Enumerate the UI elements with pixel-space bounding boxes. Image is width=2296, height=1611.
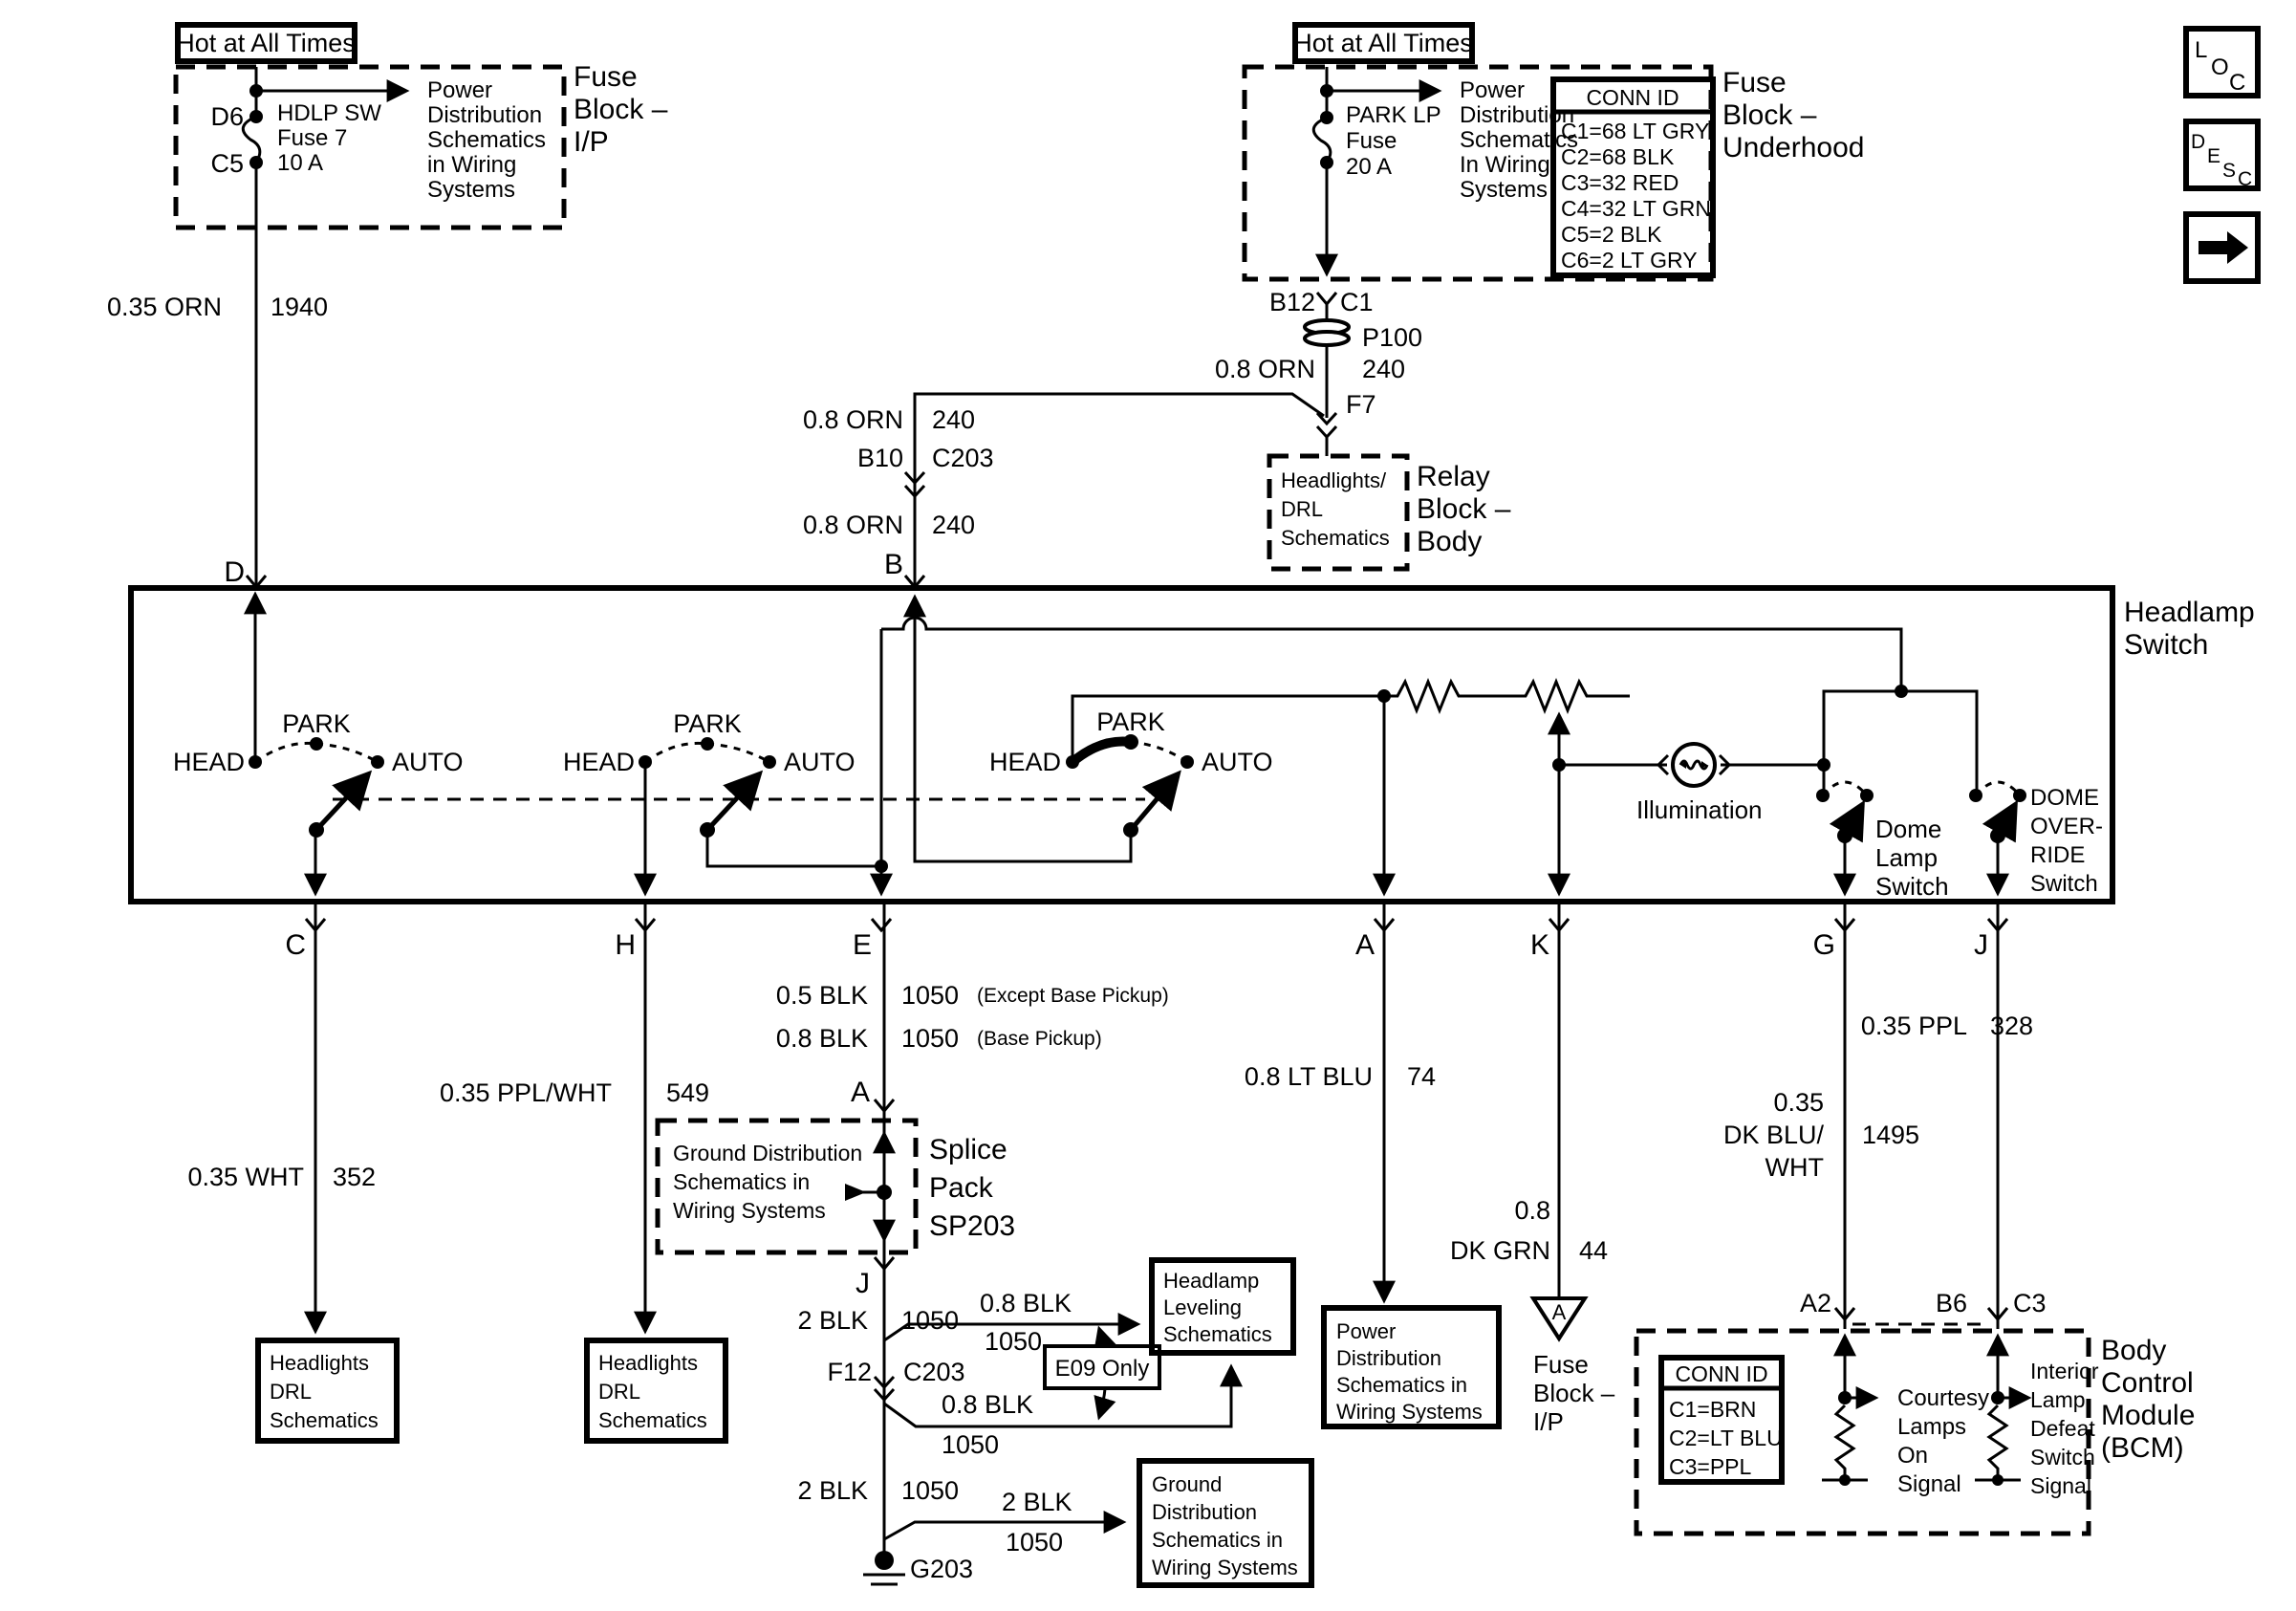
conn-b10: B10 [856,444,903,472]
park-feed-color: 0.8 ORN [1214,355,1315,383]
terminal-c: C [285,929,306,961]
sw3-wiper-arm [1131,774,1178,830]
branch2-circuit: 1050 [942,1430,1000,1459]
pin-c1: C1 [1340,288,1374,316]
sw3-contact-arc-bold [1072,741,1131,762]
svg-text:I/P: I/P [1533,1407,1564,1436]
svg-text:Schematics: Schematics [427,127,547,153]
fuse-block-ip [176,25,668,228]
conn-b6: B6 [1935,1289,1967,1317]
svg-text:Switch: Switch [2124,629,2209,661]
svg-text:C1=BRN: C1=BRN [1669,1397,1757,1422]
svg-text:Lamp: Lamp [1875,843,1939,872]
svg-text:in Wiring: in Wiring [427,152,517,178]
pin-b12: B12 [1268,288,1315,316]
svg-text:Lamps: Lamps [1897,1414,1967,1440]
svg-text:C: C [2229,70,2246,96]
svg-text:Block –: Block – [1722,99,1817,131]
svg-text:C5=2 BLK: C5=2 BLK [1561,222,1662,247]
fuse-name: HDLP SW [277,100,381,126]
svg-text:C6=2 LT GRY: C6=2 LT GRY [1561,248,1698,272]
ground-dist-branch [884,1522,1123,1539]
e09-only-label: E09 Only [1054,1356,1150,1382]
svg-text:Distribution: Distribution [427,102,543,128]
e-seg3-color: 2 BLK [797,1306,868,1335]
headlamp-switch-box [131,588,2255,961]
branch1-color: 0.8 BLK [980,1289,1072,1317]
h-wire-circuit: 549 [666,1078,710,1107]
power-dist-ref-2: Power [1460,77,1526,103]
body-control-module [1636,1331,2195,1534]
ground-g203 [863,1551,973,1584]
c-wire-circuit: 352 [333,1163,377,1191]
terminal-d: D [224,556,245,588]
courtesy-branch [1822,1337,1989,1497]
a-wire-color: 0.8 LT BLU [1244,1062,1373,1091]
e-seg1-color: 0.5 BLK [775,981,868,1010]
sw1-wiper-arm [316,774,368,830]
g-wire-circuit: 1495 [1862,1121,1920,1149]
svg-text:C3=32 RED: C3=32 RED [1561,170,1679,195]
svg-text:C1=68 LT GRY: C1=68 LT GRY [1561,119,1710,143]
relay-ref: Headlights/ [1281,468,1387,492]
c-ref-box: Headlights [270,1351,369,1375]
svg-text:Fuse: Fuse [1346,128,1397,154]
fuse-block-underhood [1245,25,1864,279]
svg-text:C2=LT BLU: C2=LT BLU [1669,1426,1783,1450]
relay-block-body [1269,456,1511,569]
e09-only-callout [1045,1329,1159,1417]
j-wire-color: 0.35 PPL [1860,1012,1967,1040]
dome-lamp-arm [1845,805,1862,836]
g203-label: G203 [910,1555,974,1583]
e-seg2-color: 0.8 BLK [775,1024,868,1053]
a-wire [1245,902,1499,1426]
branch2-color: 0.8 BLK [942,1390,1034,1419]
dome-override-arm [1998,805,2015,836]
sw3-auto-label: AUTO [1202,748,1273,776]
terminal-b: B [883,549,903,580]
svg-text:Wiring Systems: Wiring Systems [1336,1400,1483,1424]
branch3-color: 2 BLK [1002,1488,1072,1516]
a-wire-circuit: 74 [1407,1062,1437,1091]
g-wire-color: 0.35 [1773,1088,1824,1117]
e-seg1-circuit: 1050 [901,981,960,1010]
c-wire [187,902,397,1441]
splice-ref: Ground Distribution [673,1141,863,1165]
hot-at-all-times-label-2: Hot at All Times [1293,29,1473,57]
sw2-head-label: HEAD [562,748,635,776]
e-seg4-circuit: 1050 [901,1476,960,1505]
k-wire-color-2: DK GRN [1449,1236,1550,1265]
terminal-h: H [615,929,636,961]
svg-text:Schematics: Schematics [1460,127,1579,153]
conn-a2: A2 [1799,1289,1831,1317]
fuse-block-uh-label: Fuse [1722,67,1787,98]
k-dest-label: Fuse [1533,1350,1589,1379]
svg-text:S: S [2222,160,2237,182]
fuse-name-2: PARK LP [1346,102,1441,128]
svg-text:E: E [2207,145,2221,167]
b10-lower-circuit: 240 [932,511,976,539]
b10-lower-color: 0.8 ORN [802,511,903,539]
svg-text:Ground: Ground [1152,1472,1223,1496]
svg-text:Leveling: Leveling [1163,1295,1242,1319]
svg-text:DK BLU/: DK BLU/ [1722,1121,1824,1149]
illumination-label: Illumination [1636,795,1763,824]
svg-text:Defeat: Defeat [2030,1416,2095,1441]
illumination-lamp [1559,744,1830,824]
terminal-k: K [1529,929,1549,961]
switch-position-1 [173,595,464,893]
conn-id-header: CONN ID [1586,85,1679,110]
svg-text:Schematics in: Schematics in [673,1169,811,1194]
conn-f12: F12 [827,1358,872,1386]
svg-text:Schematics in: Schematics in [1336,1373,1467,1397]
svg-text:(BCM): (BCM) [2101,1432,2184,1464]
j-wire-circuit: 328 [1990,1012,2034,1040]
b10-upper-color: 0.8 ORN [802,405,903,434]
bottom-terminals [285,919,2007,961]
e-seg2-note: (Base Pickup) [977,1028,1102,1050]
desc-button[interactable] [2186,121,2258,190]
terminal-e: E [852,929,872,961]
svg-text:Signal: Signal [2030,1473,2091,1498]
sw1-auto-label: AUTO [392,748,464,776]
pin-f7: F7 [1346,390,1376,419]
branch1-circuit: 1050 [985,1327,1043,1356]
fuse-block-ip-label: Fuse [574,61,638,93]
svg-text:C4=32 LT GRN: C4=32 LT GRN [1561,196,1712,221]
grommet-p100-label: P100 [1362,323,1423,352]
next-button[interactable] [2186,214,2258,281]
sw3-head-label: HEAD [988,748,1061,776]
svg-text:Distribution: Distribution [1152,1500,1258,1524]
bcm-conn-id-header: CONN ID [1675,1361,1768,1386]
conn-c203-2: C203 [903,1358,965,1386]
svg-text:DRL: DRL [598,1380,641,1404]
splice-label: Splice [929,1134,1007,1165]
sw1-park-label: PARK [282,709,351,738]
svg-text:Schematics: Schematics [1281,526,1390,550]
branch3-circuit: 1050 [1006,1528,1064,1557]
sw2-auto-label: AUTO [784,748,856,776]
svg-text:WHT: WHT [1765,1153,1824,1182]
terminal-j: J [1974,929,1988,961]
courtesy-resistor-icon [1836,1405,1853,1477]
b10-upper-circuit: 240 [932,405,976,434]
svg-text:Module: Module [2101,1400,2196,1431]
triangle-a-label: A [1551,1300,1567,1324]
conn-j-label: J [856,1268,870,1299]
fuse-symbol [243,117,260,163]
svg-text:Systems: Systems [427,177,516,203]
svg-text:Wiring Systems: Wiring Systems [1152,1556,1298,1579]
svg-text:Fuse 7: Fuse 7 [277,125,348,151]
svg-text:I/P: I/P [574,126,609,158]
g-wire [1723,902,1919,1329]
svg-text:Schematics: Schematics [270,1408,379,1432]
e-seg4-color: 2 BLK [797,1476,868,1505]
ground-dist-ref [1139,1461,1311,1585]
h-wire-color: 0.35 PPL/WHT [439,1078,612,1107]
resistor-icon [1384,682,1630,710]
conn-id-table-bcm [1661,1358,1783,1482]
conn-c203: C203 [932,444,994,472]
dome-override-switch [1969,782,2103,897]
dome-lamp-switch [1816,782,1949,901]
k-wire-circuit: 44 [1579,1236,1609,1265]
svg-text:DRL: DRL [1281,497,1324,521]
switch-position-3 [989,696,1384,838]
a-ref-box: Power [1336,1319,1397,1343]
k-wire-color-1: 0.8 [1514,1196,1550,1225]
d-wire-circuit: 1940 [271,293,329,321]
svg-text:Signal: Signal [1897,1471,1961,1497]
svg-text:Block –: Block – [1417,493,1511,525]
dome-override-label: DOME [2030,785,2099,811]
interior-branch [1975,1337,2099,1498]
headlamp-switch-label: Headlamp [2124,597,2255,628]
svg-text:Switch: Switch [1875,872,1949,901]
relay-block-label: Relay [1417,461,1490,492]
svg-text:20 A: 20 A [1346,154,1393,180]
headlamp-leveling-ref [1152,1260,1293,1353]
dimmer-resistors [1377,682,1630,893]
svg-text:Wiring Systems: Wiring Systems [673,1198,826,1223]
d-wire-color: 0.35 ORN [106,293,222,321]
svg-text:Control: Control [2101,1367,2194,1399]
e-ground-wire [658,902,1311,1585]
svg-text:O: O [2211,54,2229,80]
splice-ref-arrow-icon [845,1184,866,1201]
interior-resistor-icon [1989,1405,2006,1477]
k-wire [1450,902,1615,1436]
pin-c5: C5 [210,149,244,178]
terminal-g: G [1812,929,1835,961]
conn-id-table-underhood [1553,79,1713,275]
splice-pack-sp203 [658,1121,1015,1252]
pin-d6: D6 [210,102,244,131]
svg-text:Systems: Systems [1460,177,1549,203]
interior-label: Interior [2030,1359,2099,1383]
svg-text:L: L [2195,37,2208,63]
svg-text:Schematics: Schematics [598,1408,707,1432]
svg-text:SP203: SP203 [929,1210,1016,1242]
svg-text:Lamp: Lamp [2030,1387,2086,1412]
sw1-head-label: HEAD [172,748,245,776]
terminal-a: A [1354,929,1375,961]
svg-text:D: D [2191,131,2206,153]
b10-wire [803,394,1324,588]
loc-button[interactable] [2186,29,2258,96]
svg-text:Switch: Switch [2030,871,2098,897]
svg-text:On: On [1897,1443,1929,1469]
conn-c3: C3 [2013,1289,2047,1317]
courtesy-label: Courtesy [1897,1385,1990,1411]
switch-position-2 [563,709,881,893]
c-wire-color: 0.35 WHT [187,1163,304,1191]
h-ref-box: Headlights [598,1351,698,1375]
sw2-wiper-arm [707,774,759,830]
e-seg1-note: (Except Base Pickup) [977,985,1169,1007]
fuse-symbol-2 [1313,118,1331,163]
svg-text:Underhood: Underhood [1722,132,1865,163]
svg-text:DRL: DRL [270,1380,313,1404]
power-dist-ref: Power [427,77,493,103]
b12-c1-connector-icon [1317,293,1336,304]
svg-text:Distribution: Distribution [1460,102,1575,128]
svg-text:Distribution: Distribution [1336,1346,1442,1370]
hot-at-all-times-label: Hot at All Times [176,29,356,57]
svg-text:Body: Body [1417,526,1483,557]
dome-feed-wires [1824,685,1977,795]
svg-text:OVER-: OVER- [2030,814,2104,839]
svg-text:10 A: 10 A [277,150,324,176]
svg-text:C3=PPL: C3=PPL [1669,1454,1752,1479]
park-feed-circuit: 240 [1362,355,1406,383]
bcm-label: Body [2101,1335,2167,1366]
svg-text:Switch: Switch [2030,1445,2095,1469]
svg-text:Schematics in: Schematics in [1152,1528,1283,1552]
e-seg2-circuit: 1050 [901,1024,960,1053]
svg-text:C: C [2238,168,2253,190]
svg-text:Pack: Pack [929,1172,993,1204]
j-wire [1852,902,2047,1329]
dome-lamp-label: Dome [1875,815,1942,843]
svg-text:Schematics: Schematics [1163,1322,1272,1346]
conn-a-label: A [850,1077,870,1108]
svg-text:RIDE: RIDE [2030,842,2086,868]
sw3-park-label: PARK [1096,708,1165,736]
sw2-park-label: PARK [673,709,742,738]
svg-text:In Wiring: In Wiring [1460,152,1550,178]
svg-text:Headlamp: Headlamp [1163,1269,1260,1293]
svg-text:Block –: Block – [574,94,668,125]
e-seg3-circuit: 1050 [901,1306,960,1335]
svg-text:Block –: Block – [1533,1379,1615,1407]
toolbar-buttons [2186,29,2258,281]
svg-text:C2=68 BLK: C2=68 BLK [1561,144,1675,169]
